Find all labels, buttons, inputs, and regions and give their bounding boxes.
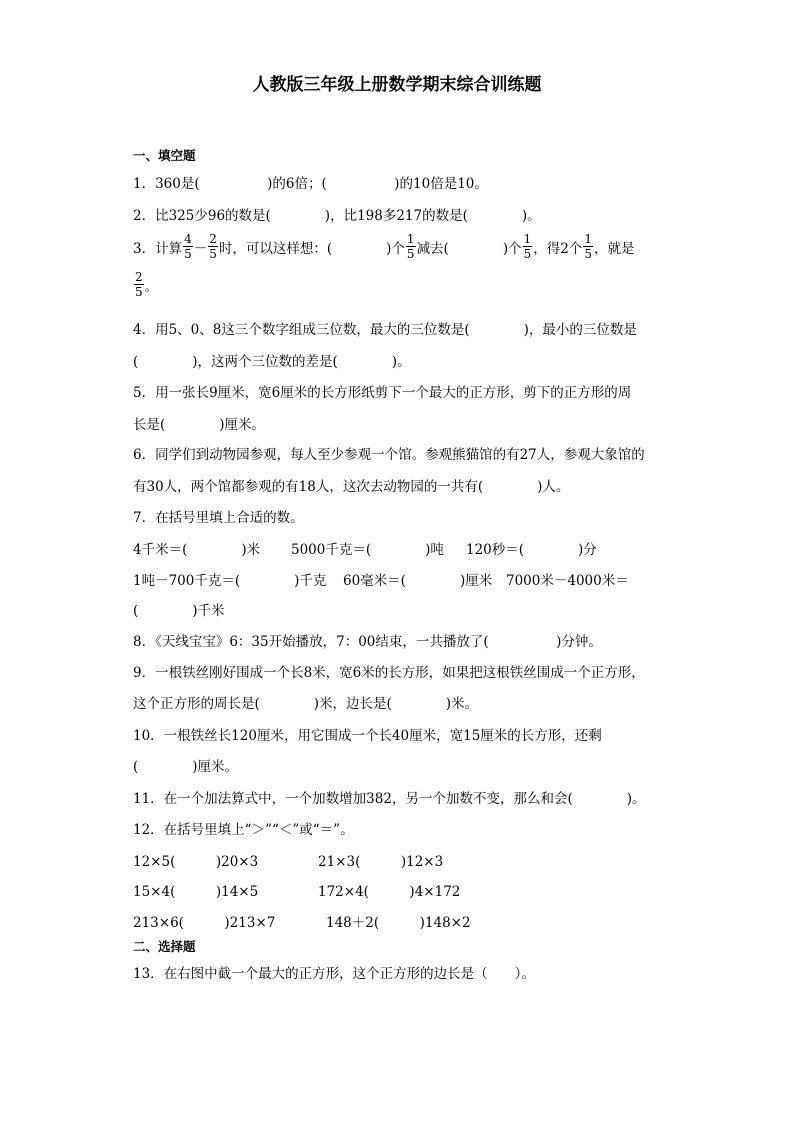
question-6-line2: 有30人，两个馆都参观的有18人，这次去动物园的一共有( )人。 (133, 479, 570, 495)
question-6-line1: 6．同学们到动物园参观，每人至少参观一个馆。参观熊猫馆的有27人，参观大象馆的 (133, 447, 645, 463)
q12-compare-1b: 21×3( )12×3 (318, 854, 444, 870)
question-4-line2: ( )，这两个三位数的差是( )。 (133, 354, 411, 370)
q7-item-kg: 5000千克＝( )吨 (291, 542, 444, 558)
question-2: 2．比325少96的数是( )，比198多217的数是( )。 (133, 208, 541, 224)
q3-part4: ，就是 (593, 240, 635, 257)
q7-item-sec: 120秒＝( )分 (466, 542, 597, 558)
fraction-2-5-answer: $\frac{2}{5}$ (135, 270, 143, 299)
question-9-line2: 这个正方形的周长是( )米，边长是( )米。 (133, 696, 479, 712)
section-heading-multiple-choice: 二、选择题 (133, 939, 196, 954)
fraction-1-5-c: $\frac{1}{5}$ (584, 232, 592, 261)
question-1: 1．360是( )的6倍；( )的10倍是10。 (133, 176, 488, 192)
question-12: 12．在括号里填上“＞”“＜”或“＝”。 (133, 822, 354, 838)
q7-item-m-answer: ( )千米 (133, 603, 225, 619)
fraction-1-5-b: $\frac{1}{5}$ (523, 232, 532, 261)
q7-item-mm: 60毫米＝( )厘米 (343, 573, 493, 589)
question-4-line1: 4．用5、0、8这三个数字组成三位数，最大的三位数是( )，最小的三位数是 (133, 322, 637, 338)
question-9-line1: 9．一根铁丝刚好围成一个长8米，宽6米的长方形，如果把这根铁丝围成一个正方形， (133, 665, 645, 681)
q3-part3: ，得2个 (533, 240, 583, 257)
question-11: 11．在一个加法算式中，一个加数增加382，另一个加数不变，那么和会( )。 (133, 791, 646, 807)
section-heading-fill-in: 一、填空题 (133, 148, 196, 163)
question-10-line2: ( )厘米。 (133, 759, 239, 775)
question-10-line1: 10．一根铁丝长120厘米，用它围成一个长40厘米，宽15厘米的长方形，还剩 (133, 728, 602, 744)
question-8: 8．《天线宝宝》6：35开始播放，7：00结束，一共播放了( )分钟。 (133, 634, 602, 650)
q12-compare-1a: 12×5( )20×3 (133, 854, 259, 870)
fraction-4-5: $\frac{4}{5}$ (184, 232, 192, 261)
question-13: 13．在右图中截一个最大的正方形，这个正方形的边长是（ ）。 (133, 966, 535, 982)
question-3-continued (133, 270, 158, 299)
q3-prefix: 3．计算 (133, 240, 183, 257)
q3-part2: 减去( )个 (416, 240, 522, 257)
q7-item-km: 4千米＝( )米 (133, 542, 261, 558)
q7-item-m: 7000米－4000米＝ (506, 573, 629, 589)
q12-compare-2a: 15×4( )14×5 (133, 884, 259, 900)
fraction-1-5-a: $\frac{1}{5}$ (406, 232, 415, 261)
q12-compare-3a: 213×6( )213×7 (133, 915, 276, 931)
q12-compare-2b: 172×4( )4×172 (318, 884, 461, 900)
minus-sign: － (193, 240, 208, 257)
q12-compare-3b: 148＋2( )148×2 (326, 915, 471, 931)
question-5-line1: 5．用一张长9厘米，宽6厘米的长方形纸剪下一个最大的正方形，剪下的正方形的周 (133, 385, 632, 401)
question-3 (133, 232, 634, 261)
question-5-line2: 长是( )厘米。 (133, 417, 266, 433)
question-7: 7．在括号里填上合适的数。 (133, 510, 304, 526)
q3-part5: 。 (144, 278, 159, 295)
q3-part1: 时，可以这样想：( )个 (218, 240, 405, 257)
fraction-2-5: $\frac{2}{5}$ (209, 232, 217, 261)
q7-item-ton: 1吨－700千克＝( )千克 (133, 573, 327, 589)
page-title: 人教版三年级上册数学期末综合训练题 (252, 75, 542, 95)
